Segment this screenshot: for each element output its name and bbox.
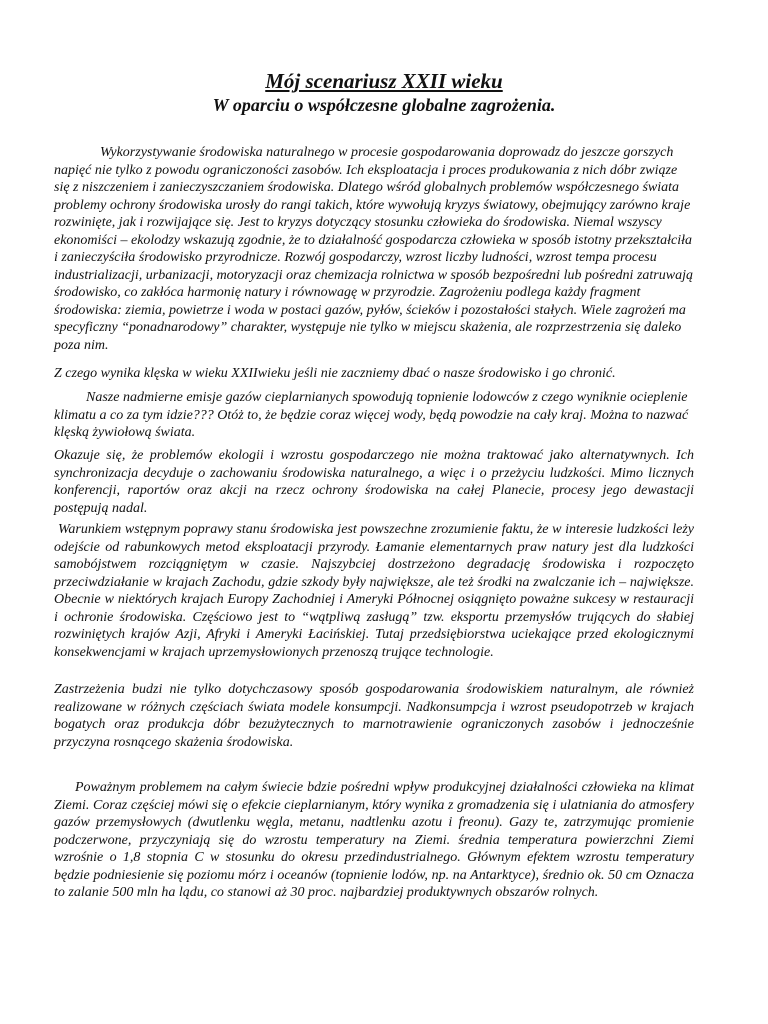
paragraph-ecology: Okazuje się, że problemów ekologii i wzrostu gospodarczego nie można traktować jako alternatywnych. Ich synchronizacja decyduje o zachowaniu środowiska naturalnego, a więc i o przeżyciu ludzkości. Mimo licznych konferencji, raportów oraz akcji na rzecz ochrony środowiska na całej Planecie, procesy jego dewastacji postępują nadal. [54, 448, 694, 516]
paragraph-climate: Poważnym problemem na całym świecie bdzie pośredni wpływ produkcyjnej działalności człowieka na klimat Ziemi. Coraz częściej mówi się o efekcie cieplarnianym, który wynika z gromadzenia się i ulatniania do atmosfery gazów przemysłowych (dwutlenku węgla, metanu, nadtlenku azotu i freonu). Gazy te, zatrzymując promienie podczerwone, przyczyniają się do wzrostu temperatury na Ziemi. średnia temperatura powierzchni Ziemi wzrośnie o 1,8 stopnia C w stosunku do okresu przedindustrialnego. Głównym efektem wzrostu temperatury będzie podniesienie się poziomu mórz i oceanów (topnienie lodów, np. na Antarktyce), średnio ok. 50 cm Oznacza to zalanie 500 mln ha lądu, co stanowi aż 30 proc. najbardziej produktywnych obszarów rolnych. [54, 780, 694, 900]
paragraph-consumption: Zastrzeżenia budzi nie tylko dotychczasowy sposób gospodarowania środowiskiem naturalnym, ale również realizowane w różnych częściach świata modele konsumpcji. Nadkonsumpcja i wzrost pseudopotrzeb w krajach bogatych oraz produkcja dóbr bezużytecznych to marnotrawienie ograniczonych zasobów i jednocześnie przyczyna rosnącego skażenia środowiska. [54, 682, 694, 750]
paragraph-intro: Wykorzystywanie środowiska naturalnego w procesie gospodarowania doprowadz do jeszcze gorszych napięć nie tylko z powodu ograniczoności zasobów. Ich eksploatacja i proces produkowania z nich dóbr związe się z niszczeniem i zanieczyszczaniem środowiska. Dlatego wśród globalnych problemów współczesnego świata problemy ochrony środowiska urosły do rangi takich, które wywołują kryzys światowy, obejmujący zarówno kraje rozwinięte, jak i rozwijające się. Jest to kryzys dotyczący stosunku człowieka do środowiska. Niemal wszyscy ekonomiści – ekolodzy wskazują zgodnie, że to działalność gospodarcza człowieka w sposób istotny przekształciła i zanieczyściła środowisko przyrodnicze. Rozwój gospodarczy, wzrost liczby ludności, wzrost tempa procesu industrializacji, urbanizacji, motoryzacji oraz chemizacja rolnictwa w sposób bezpośredni lub pośredni zatruwają środowisko, co zakłóca harmonię natury i równowagę w przyrodzie. Zagrożeniu podlega każdy fragment środowiska: ziemia, powietrze i woda w postaci gazów, pyłów, ścieków i pozostałości stałych. Wiele zagrożeń ma specyficzny “ponadnarodowy” charakter, występuje nie tylko w miejscu skażenia, ale rozprzestrzenia się daleko poza nim. [54, 145, 693, 353]
document-subtitle: W oparciu o współczesne globalne zagrożenia. [212, 95, 556, 115]
paragraph-conditions: Warunkiem wstępnym poprawy stanu środowiska jest powszechne zrozumienie faktu, że w interesie ludzkości leży odejście od rabunkowych metod eksploatacji przyrody. Łamanie elementarnych praw natury jest dla ludzkości samobójstwem rozciągniętym w czasie. Najszybciej dostrzeżono degradację środowiska i rozpoczęto przeciwdziałanie w krajach Zachodu, gdzie szkody były największe, ale też środki na zwalczanie ich – największe. Obecnie w niektórych krajach Europy Zachodniej i Ameryki Północnej osiągnięto poważne sukcesy w restauracji i ochronie środowiska. Częściowo jest to “wątpliwą zasługą” tzw. eksportu przemysłów trujących do słabiej rozwiniętych krajów Azji, Afryki i Ameryki Łacińskiej. Tutaj przedsiębiorstwa uciekające przed ekologicznymi konsekwencjami w krajach uprzemysłowionych przenoszą trujące technologie. [54, 522, 694, 660]
paragraph-emissions: Nasze nadmierne emisje gazów cieplarnianych spowodują topnienie lodowców z czego wyniknie ocieplenie klimatu a co za tym idzie??? Otóż to, że będzie coraz więcej wody, będą powodzie na cały kraj. Można to nazwać klęską żywiołową świata. [54, 390, 689, 440]
document-title: Mój scenariusz XXII wieku [265, 69, 503, 93]
paragraph-question: Z czego wynika klęska w wieku XXIIwieku jeśli nie zaczniemy dbać o nasze środowisko i go chronić. [54, 366, 616, 381]
